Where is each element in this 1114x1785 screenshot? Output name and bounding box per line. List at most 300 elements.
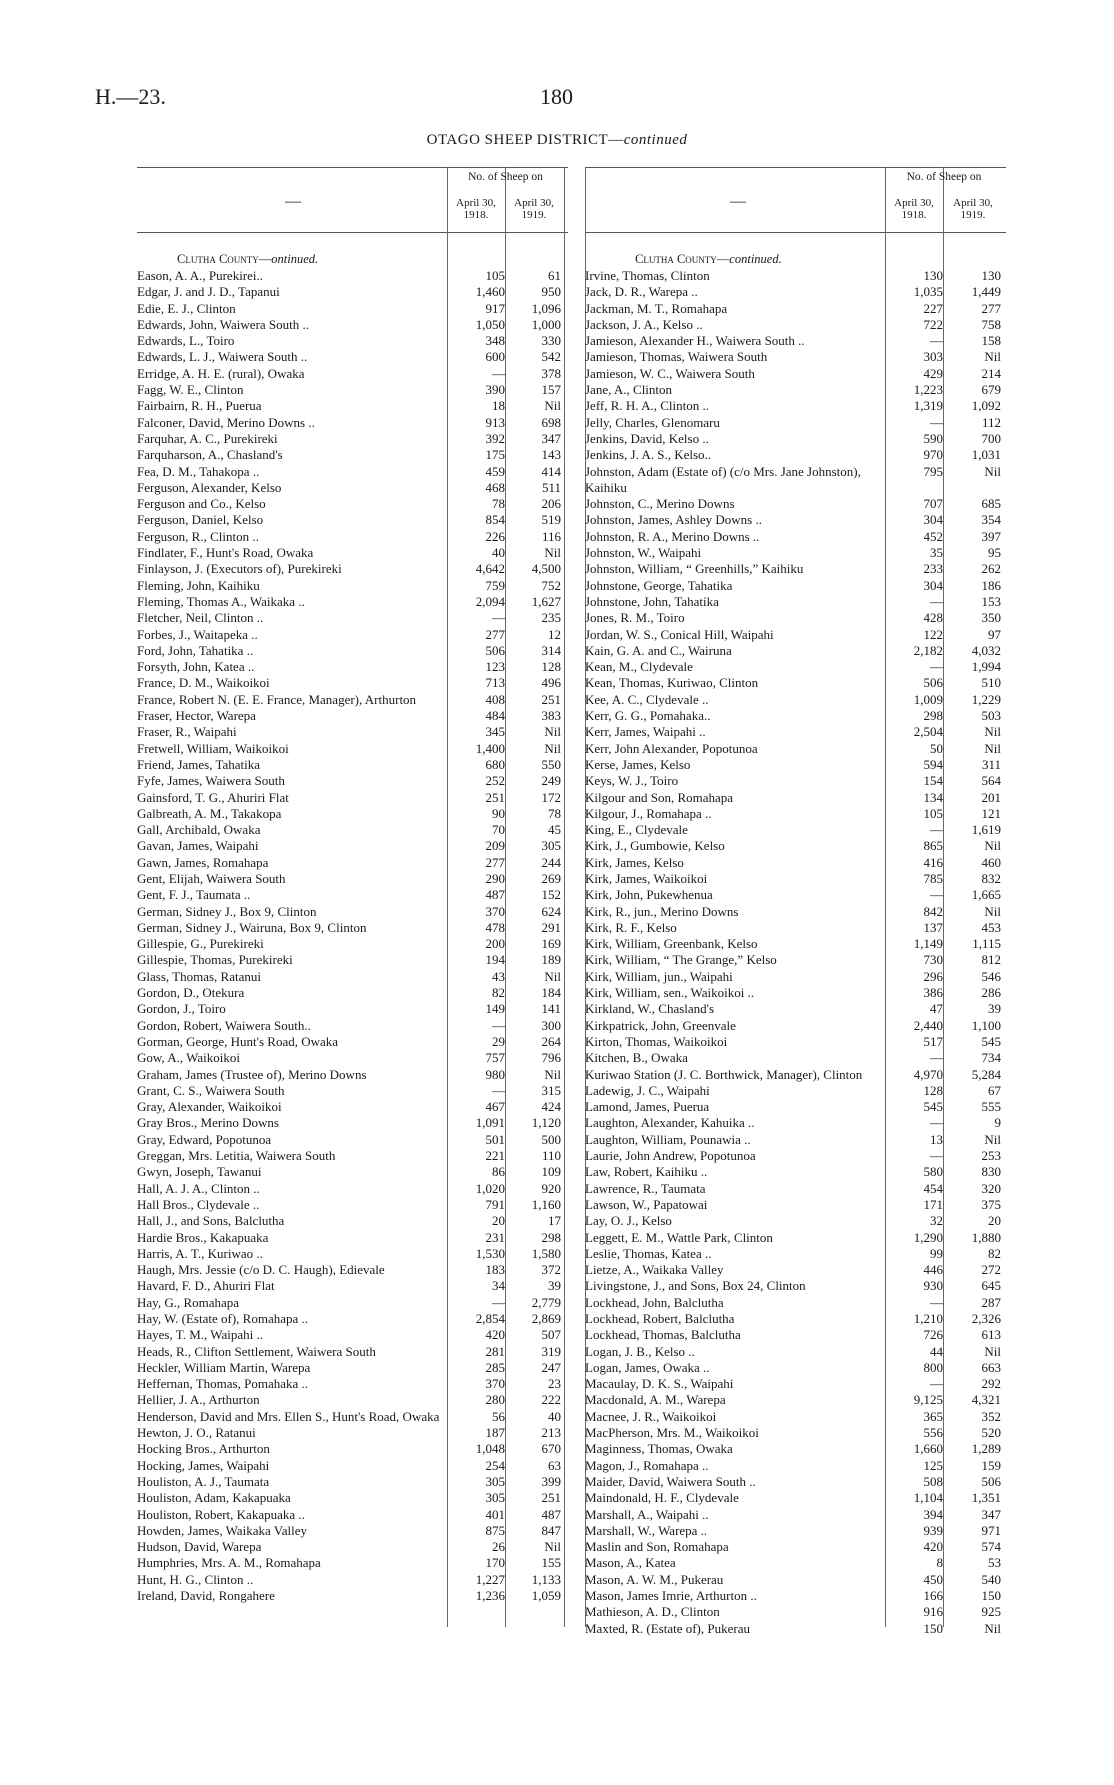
sheep-1918: 370 — [485, 1376, 505, 1392]
sheep-1918: — — [930, 1050, 943, 1066]
table-row — [137, 1083, 568, 1099]
table-row — [137, 1099, 568, 1115]
table-row — [585, 1246, 1006, 1262]
sheep-1919: 511 — [541, 479, 561, 495]
sheep-1918: 105 — [923, 805, 943, 821]
sheep-1918: 9,125 — [913, 1392, 943, 1408]
sheep-1919: 519 — [541, 512, 561, 528]
owner-name: Hall, A. J. A., Clinton .. — [137, 1180, 260, 1196]
table-row — [137, 1148, 568, 1164]
sheep-1918: 150 — [923, 1620, 943, 1636]
sheep-1919: 1,133 — [531, 1571, 561, 1587]
sheep-1919: Nil — [984, 838, 1001, 854]
table-row — [137, 1441, 568, 1457]
table-row — [137, 529, 568, 545]
sheep-1919: 262 — [981, 561, 1001, 577]
table-row — [585, 1067, 1006, 1083]
owner-name: Grant, C. S., Waiwera South — [137, 1082, 285, 1098]
table-row — [585, 366, 1006, 382]
sheep-1919: 414 — [541, 463, 561, 479]
table-row — [137, 268, 568, 284]
table-row — [137, 936, 568, 952]
table-row — [585, 284, 1006, 300]
sheep-1919: 157 — [541, 382, 561, 398]
table-row — [585, 431, 1006, 447]
table-row — [585, 887, 1006, 903]
table-row — [585, 1164, 1006, 1180]
sheep-1918: 506 — [485, 642, 505, 658]
owner-name: Johnstone, John, Tahatika — [585, 593, 719, 609]
sheep-1918: 183 — [485, 1262, 505, 1278]
table-row — [585, 1588, 1006, 1604]
owner-name: Farquharson, A., Chasland's — [137, 447, 283, 463]
sheep-1919: 116 — [541, 528, 561, 544]
table-row — [585, 969, 1006, 985]
owner-name: France, D. M., Waikoikoi — [137, 675, 270, 691]
table-row — [585, 1278, 1006, 1294]
sheep-1919: 352 — [981, 1408, 1001, 1424]
owner-name: Kirk, William, “ The Grange,” Kelso — [585, 952, 777, 968]
table-row — [585, 529, 1006, 545]
table-row — [585, 333, 1006, 349]
sheep-1919: 424 — [541, 1099, 561, 1115]
table-row — [137, 1409, 568, 1425]
table-row — [585, 561, 1006, 577]
sheep-1919: 1,115 — [972, 936, 1001, 952]
page-number: 180 — [540, 84, 573, 109]
sheep-1918: 305 — [485, 1473, 505, 1489]
owner-name: Kerse, James, Kelso — [585, 756, 691, 772]
sheep-1918: 600 — [485, 349, 505, 365]
sheep-1918: — — [930, 414, 943, 430]
table-row — [137, 578, 568, 594]
sheep-1919: 189 — [541, 952, 561, 968]
owner-name: Graham, James (Trustee of), Merino Downs — [137, 1066, 367, 1082]
table-row — [585, 1392, 1006, 1408]
table-row — [585, 1409, 1006, 1425]
owner-name: Heads, R., Clifton Settlement, Waiwera South — [137, 1343, 376, 1359]
sheep-1918: 594 — [923, 756, 943, 772]
sheep-1919: 453 — [981, 919, 1001, 935]
sheep-1919: 128 — [541, 659, 561, 675]
owner-name: Gwyn, Joseph, Tawanui — [137, 1164, 262, 1180]
sheep-1918: 200 — [485, 936, 505, 952]
table-row — [137, 757, 568, 773]
table-row — [585, 1474, 1006, 1490]
sheep-1918: 707 — [923, 496, 943, 512]
sheep-1918: 1,009 — [913, 691, 943, 707]
sheep-1919: 1,351 — [971, 1490, 1001, 1506]
sheep-1919: 1,031 — [971, 447, 1001, 463]
title-main: OTAGO SHEEP DISTRICT— — [426, 132, 624, 148]
table-row — [585, 1018, 1006, 1034]
sheep-1919: 300 — [541, 1017, 561, 1033]
sheep-1918: 280 — [485, 1392, 505, 1408]
owner-name: Fagg, W. E., Clinton — [137, 382, 244, 398]
sheep-1918: 2,094 — [475, 593, 505, 609]
owner-name: Heckler, William Martin, Warepa — [137, 1359, 311, 1375]
owner-name: Hellier, J. A., Arthurton — [137, 1392, 260, 1408]
owner-name: Jamieson, W. C., Waiwera South — [585, 365, 755, 381]
owner-name: Kirk, John, Pukewhenua — [585, 887, 713, 903]
sheep-count-header: No. of Sheep on — [906, 171, 982, 183]
sheep-1919: 542 — [541, 349, 561, 365]
sheep-1918: 392 — [485, 430, 505, 446]
table-row — [137, 627, 568, 643]
owner-name: Houliston, Adam, Kakapuaka — [137, 1490, 291, 1506]
sheep-1918: 82 — [492, 985, 505, 1001]
table-row — [137, 692, 568, 708]
table-row — [137, 284, 568, 300]
sheep-1919: 752 — [541, 577, 561, 593]
sheep-1919: 112 — [981, 414, 1001, 430]
sheep-1918: 34 — [492, 1278, 505, 1294]
sheep-1918: 154 — [923, 773, 943, 789]
table-row — [585, 545, 1006, 561]
owner-name: Hocking Bros., Arthurton — [137, 1441, 270, 1457]
right-table — [585, 167, 1006, 1636]
owner-name: Magon, J., Romahapa .. — [585, 1457, 709, 1473]
owner-name: Haugh, Mrs. Jessie (c/o D. C. Haugh), Edievale — [137, 1262, 385, 1278]
sheep-1919: 45 — [548, 822, 561, 838]
owner-name: Jenkins, J. A. S., Kelso.. — [585, 447, 712, 463]
table-row — [585, 1262, 1006, 1278]
table-row — [137, 838, 568, 854]
owner-name: Maginness, Thomas, Owaka — [585, 1441, 733, 1457]
table-row — [585, 464, 1006, 497]
owner-name: Gordon, Robert, Waiwera South.. — [137, 1017, 311, 1033]
table-row — [137, 1572, 568, 1588]
sheep-1919: 158 — [981, 333, 1001, 349]
sheep-1918: 791 — [485, 1196, 505, 1212]
sheep-1918: 1,290 — [913, 1229, 943, 1245]
left-rows — [137, 268, 568, 1604]
owner-name: Hall, J., and Sons, Balclutha — [137, 1213, 285, 1229]
sheep-1919: 507 — [541, 1327, 561, 1343]
sheep-1919: 292 — [981, 1376, 1001, 1392]
sheep-1919: 520 — [981, 1425, 1001, 1441]
sheep-1919: 2,326 — [971, 1311, 1001, 1326]
header-1919: April 30, 1919. — [514, 197, 554, 222]
sheep-1918: 390 — [485, 382, 505, 398]
owner-name: Hunt, H. G., Clinton .. — [137, 1571, 254, 1587]
owner-name: Havard, F. D., Ahuriri Flat — [137, 1278, 275, 1294]
owner-name: Kirk, James, Waikoikoi — [585, 870, 708, 886]
sheep-1918: 298 — [923, 708, 943, 724]
table-row — [137, 887, 568, 903]
table-row — [137, 496, 568, 512]
sheep-1919: 925 — [981, 1604, 1001, 1620]
owner-name: Hayes, T. M., Waipahi .. — [137, 1327, 264, 1343]
sheep-1919: 679 — [981, 382, 1001, 398]
sheep-1919: 184 — [541, 985, 561, 1001]
sheep-1919: 143 — [541, 447, 561, 463]
owner-name: Gawn, James, Romahapa — [137, 854, 269, 870]
sheep-1918: 194 — [485, 952, 505, 968]
table-row — [137, 920, 568, 936]
owner-name: Gray, Alexander, Waikoikoi — [137, 1099, 282, 1115]
sheep-1919: 812 — [981, 952, 1001, 968]
sheep-1919: 20 — [988, 1213, 1001, 1229]
sheep-1918: 86 — [492, 1164, 505, 1180]
owner-name: Kirkpatrick, John, Greenvale — [585, 1017, 736, 1033]
title-continued: continued — [623, 132, 688, 148]
sheep-1919: 315 — [541, 1082, 561, 1098]
table-row — [585, 1213, 1006, 1229]
sheep-1918: 1,104 — [913, 1490, 943, 1506]
sheep-1918: 446 — [923, 1262, 943, 1278]
sheep-1918: 1,210 — [913, 1311, 943, 1326]
table-row — [585, 1621, 1006, 1637]
table-row — [137, 1490, 568, 1506]
sheep-1919: 624 — [541, 903, 561, 919]
owner-name: Kirk, William, sen., Waikoikoi .. — [585, 985, 755, 1001]
sheep-1919: 130 — [981, 268, 1001, 283]
sheep-1919: 97 — [988, 626, 1001, 642]
sheep-1918: 467 — [485, 1099, 505, 1115]
sheep-1918: 227 — [923, 300, 943, 316]
table-row — [585, 301, 1006, 317]
county-heading: Clutha County—ontinued. — [177, 252, 319, 266]
owner-name: Mason, James Imrie, Arthurton .. — [585, 1588, 757, 1604]
sheep-1918: — — [930, 887, 943, 903]
owner-name: Lawson, W., Papatowai — [585, 1196, 708, 1212]
sheep-1918: 468 — [485, 479, 505, 495]
sheep-1918: 231 — [485, 1229, 505, 1245]
sheep-1919: 298 — [541, 1229, 561, 1245]
sheep-1918: 40 — [492, 545, 505, 561]
table-row — [137, 985, 568, 1001]
table-row — [137, 1050, 568, 1066]
owner-name: Gillespie, G., Purekireki — [137, 936, 264, 952]
owner-name: Heffernan, Thomas, Pomahaka .. — [137, 1376, 308, 1392]
sheep-1918: 305 — [485, 1490, 505, 1506]
sheep-1919: Nil — [984, 463, 1001, 479]
sheep-1918: 1,048 — [475, 1441, 505, 1457]
owner-name: Friend, James, Tahatika — [137, 756, 261, 772]
owner-name: Fea, D. M., Tahakopa .. — [137, 463, 260, 479]
table-row — [137, 1181, 568, 1197]
sheep-1919: 155 — [541, 1555, 561, 1571]
table-row — [585, 985, 1006, 1001]
table-row — [585, 855, 1006, 871]
sheep-1919: 1,100 — [971, 1017, 1001, 1033]
sheep-1919: 4,321 — [971, 1392, 1001, 1408]
sheep-1918: 680 — [485, 756, 505, 772]
table-row — [585, 643, 1006, 659]
owner-name: Hocking, James, Waipahi — [137, 1457, 270, 1473]
sheep-1918: 394 — [923, 1506, 943, 1522]
sheep-1918: 345 — [485, 724, 505, 740]
owner-name: German, Sidney J., Box 9, Clinton — [137, 903, 317, 919]
owner-name: Gillespie, Thomas, Purekireki — [137, 952, 293, 968]
sheep-1919: 550 — [541, 756, 561, 772]
owner-name: Macdonald, A. M., Warepa — [585, 1392, 726, 1408]
sheep-1918: — — [492, 1294, 505, 1310]
sheep-1918: — — [930, 1148, 943, 1164]
sheep-1918: 78 — [492, 496, 505, 512]
sheep-1919: 397 — [981, 528, 1001, 544]
sheep-1919: 314 — [541, 642, 561, 658]
sheep-1918: — — [930, 593, 943, 609]
sheep-1918: 1,530 — [475, 1245, 505, 1261]
owner-name: Gent, F. J., Taumata .. — [137, 887, 251, 903]
sheep-1918: 1,020 — [475, 1180, 505, 1196]
owner-name: Laughton, Alexander, Kahuika .. — [585, 1115, 755, 1131]
sheep-1919: 399 — [541, 1473, 561, 1489]
sheep-1918: 854 — [485, 512, 505, 528]
sheep-1918: 370 — [485, 903, 505, 919]
sheep-1919: 354 — [981, 512, 1001, 528]
sheep-1919: 574 — [981, 1539, 1001, 1555]
table-row — [585, 822, 1006, 838]
sheep-1919: 1,449 — [971, 284, 1001, 300]
sheep-1919: 545 — [981, 1033, 1001, 1049]
sheep-1918: 454 — [923, 1180, 943, 1196]
sheep-1918: 171 — [923, 1196, 943, 1212]
sheep-1918: 209 — [485, 838, 505, 854]
owner-name: MacPherson, Mrs. M., Waikoikoi — [585, 1425, 759, 1441]
table-row — [585, 1376, 1006, 1392]
sheep-1918: 123 — [485, 659, 505, 675]
table-row — [137, 1507, 568, 1523]
sheep-1918: 128 — [923, 1082, 943, 1098]
owner-name: Jamieson, Alexander H., Waiwera South .. — [585, 333, 805, 349]
sheep-1919: Nil — [544, 740, 561, 756]
sheep-1919: 1,994 — [971, 659, 1001, 675]
table-row — [585, 496, 1006, 512]
sheep-1918: 2,182 — [913, 642, 943, 658]
sheep-1918: 487 — [485, 887, 505, 903]
table-row — [137, 1164, 568, 1180]
owner-name: Finlayson, J. (Executors of), Purekireki — [137, 561, 342, 577]
sheep-1919: 249 — [541, 773, 561, 789]
owner-name: Irvine, Thomas, Clinton — [585, 268, 710, 283]
sheep-1918: — — [930, 1376, 943, 1392]
sheep-1918: 939 — [923, 1522, 943, 1538]
table-row — [585, 1181, 1006, 1197]
sheep-1918: 290 — [485, 870, 505, 886]
table-row — [585, 349, 1006, 365]
table-row — [585, 1148, 1006, 1164]
sheep-1918: 303 — [923, 349, 943, 365]
sheep-1919: 244 — [541, 854, 561, 870]
owner-name: Gordon, D., Otekura — [137, 985, 245, 1001]
sheep-1918: 50 — [930, 740, 943, 756]
table-row — [585, 594, 1006, 610]
owner-name: Ferguson, R., Clinton .. — [137, 528, 259, 544]
sheep-1918: 149 — [485, 1001, 505, 1017]
header-1919: April 30, 1919. — [953, 197, 993, 222]
table-row — [137, 349, 568, 365]
table-row — [585, 1311, 1006, 1327]
table-row — [137, 790, 568, 806]
sheep-1919: 487 — [541, 1506, 561, 1522]
owner-name: Kerr, G. G., Pomahaka.. — [585, 708, 711, 724]
sheep-1919: 1,619 — [971, 822, 1001, 838]
table-row — [137, 969, 568, 985]
owner-name: Hay, W. (Estate of), Romahapa .. — [137, 1311, 308, 1326]
sheep-1918: 420 — [485, 1327, 505, 1343]
table-row — [585, 1604, 1006, 1620]
sheep-1919: 1,880 — [971, 1229, 1001, 1245]
left-table — [137, 167, 568, 1627]
owner-name: Maindonald, H. F., Clydevale — [585, 1490, 739, 1506]
sheep-1919: Nil — [984, 740, 1001, 756]
sheep-1918: 759 — [485, 577, 505, 593]
sheep-1919: 53 — [988, 1555, 1001, 1571]
owner-name: Ferguson and Co., Kelso — [137, 496, 266, 512]
sheep-1918: 348 — [485, 333, 505, 349]
owner-name: Farquhar, A. C., Purekireki — [137, 430, 278, 446]
table-row — [585, 382, 1006, 398]
table-row — [137, 741, 568, 757]
table-row — [137, 773, 568, 789]
table-row — [585, 952, 1006, 968]
sheep-1918: 122 — [923, 626, 943, 642]
sheep-1918: 1,236 — [475, 1588, 505, 1604]
sheep-1919: 4,032 — [971, 642, 1001, 658]
owner-name: Leggett, E. M., Wattle Park, Clinton — [585, 1229, 773, 1245]
sheep-count-header: No. of Sheep on — [468, 171, 543, 183]
sheep-1919: Nil — [984, 1131, 1001, 1147]
owner-name: Maslin and Son, Romahapa — [585, 1539, 729, 1555]
table-row — [585, 1539, 1006, 1555]
sheep-1918: 18 — [492, 398, 505, 414]
table-row — [137, 643, 568, 659]
owner-name: Humphries, Mrs. A. M., Romahapa — [137, 1555, 321, 1571]
owner-name: Jamieson, Thomas, Waiwera South — [585, 349, 768, 365]
table-row — [137, 301, 568, 317]
table-row — [137, 1034, 568, 1050]
table-row — [137, 724, 568, 740]
table-row — [137, 1425, 568, 1441]
owner-name: Macaulay, D. K. S., Waipahi — [585, 1376, 734, 1392]
table-row — [137, 871, 568, 887]
owner-name: German, Sidney J., Wairuna, Box 9, Clinton — [137, 919, 367, 935]
sheep-1918: 137 — [923, 919, 943, 935]
table-row — [137, 659, 568, 675]
sheep-1918: 2,440 — [913, 1017, 943, 1033]
owner-name: Kain, G. A. and C., Wairuna — [585, 642, 732, 658]
sheep-1919: 169 — [541, 936, 561, 952]
sheep-1918: 170 — [485, 1555, 505, 1571]
sheep-1919: 347 — [981, 1506, 1001, 1522]
page-title — [0, 132, 1114, 149]
sheep-1918: 226 — [485, 528, 505, 544]
sheep-1918: 917 — [485, 300, 505, 316]
owner-name: Edie, E. J., Clinton — [137, 300, 236, 316]
owner-name: Johnston, W., Waipahi — [585, 545, 702, 561]
sheep-1918: 501 — [485, 1131, 505, 1147]
table-row — [137, 1197, 568, 1213]
sheep-1919: 150 — [981, 1588, 1001, 1604]
sheep-1918: 2,504 — [913, 724, 943, 740]
owner-name: Lawrence, R., Taumata — [585, 1180, 706, 1196]
owner-name: Kitchen, B., Owaka — [585, 1050, 688, 1066]
sheep-1919: 1,092 — [971, 398, 1001, 414]
sheep-1919: 758 — [981, 316, 1001, 332]
owner-name: Livingstone, J., and Sons, Box 24, Clinton — [585, 1278, 806, 1294]
sheep-1919: 847 — [541, 1522, 561, 1538]
owner-name: Kerr, James, Waipahi .. — [585, 724, 706, 740]
sheep-1918: 26 — [492, 1539, 505, 1555]
table-row — [137, 1311, 568, 1327]
table-row — [585, 1099, 1006, 1115]
owner-name: Kilgour and Son, Romahapa — [585, 789, 734, 805]
sheep-1919: 206 — [541, 496, 561, 512]
owner-name: Glass, Thomas, Ratanui — [137, 968, 261, 984]
